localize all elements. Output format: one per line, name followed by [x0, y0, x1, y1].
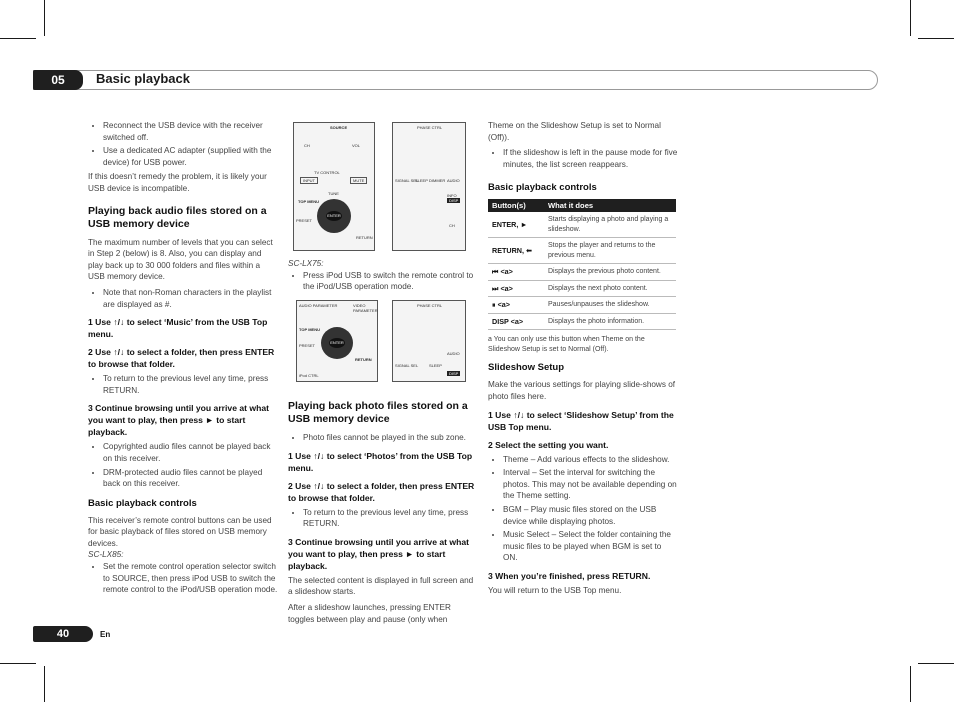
table-header: Button(s) [488, 199, 544, 212]
paragraph: This receiver’s remote control buttons can be used for basic playback of files stored on USB memory devices. [88, 515, 272, 548]
list-item: • Press iPod USB to switch the remote control to the iPod/USB operation mode. [303, 270, 474, 293]
remote-label: DIMMER [429, 178, 446, 183]
bullet-list [88, 373, 278, 396]
bullet-list [288, 270, 474, 293]
table-row [488, 297, 676, 314]
bullet-list [488, 454, 678, 564]
chapter-number: 05 [33, 70, 83, 90]
paragraph: If this doesn’t remedy the problem, it is likely your USB device is incompatible. [88, 172, 267, 193]
remote-label: AUDIO [447, 178, 460, 183]
remote-label: PHASE CTRL [417, 303, 443, 308]
bullet-list [288, 507, 476, 530]
remote-label: PHASE CTRL [417, 125, 443, 130]
remote-label: VIDEO PARAMETER [353, 303, 378, 313]
paragraph: The maximum number of levels that you can select in Step 2 (below) is 8. Also, you can display and play back up to 30 000 folders and files within a USB memory device. [88, 237, 273, 282]
table-cell: Pauses/unpauses the slideshow. [544, 297, 676, 314]
remote-label: TV CONTROL [314, 170, 340, 175]
table-cell: Starts displaying a photo and playing a slideshow. [544, 212, 676, 238]
chapter-title: Basic playback [96, 71, 190, 86]
list-item: • BGM – Play music files stored on the USB device while displaying photos. [503, 504, 678, 527]
remote-label: CH [449, 223, 455, 228]
remote-control-illustration [296, 300, 378, 382]
crop-mark [44, 0, 45, 36]
enter-key: ENTER [329, 338, 345, 348]
list-item: • Copyrighted audio files cannot be played back on this receiver. [103, 441, 278, 464]
language-code: En [100, 630, 111, 639]
list-item: • If the slideshow is left in the pause mode for five minutes, the list screen reappears. [503, 147, 678, 170]
remote-label: PRESET [299, 343, 316, 348]
step-2: 2 Select the setting you want. [488, 439, 609, 450]
crop-mark [918, 38, 954, 39]
remote-label: TOP MENU [299, 327, 320, 332]
remote-label: SLEEP [429, 363, 442, 368]
table-cell: ⏸ <a> [488, 297, 544, 314]
column-2-lower [288, 392, 476, 629]
table-cell: Displays the previous photo content. [544, 264, 676, 281]
step-3: 3 Continue browsing until you arrive at what you want to play, then press ► to start playback. [288, 536, 469, 571]
bullet-list [88, 561, 278, 596]
step-3: 3 Continue browsing until you arrive at what you want to play, then press ► to start playback. [88, 403, 269, 438]
remote-label: SOURCE [330, 125, 348, 130]
bullet-list [488, 147, 678, 170]
remote-label: RETURN [356, 235, 373, 240]
table-cell: Displays the next photo content. [544, 280, 676, 297]
paragraph: Theme on the Slideshow Setup is set to Normal (Off)). [488, 121, 661, 142]
list-item: • Theme – Add various effects to the slideshow. [503, 454, 678, 466]
subsection-heading: Basic playback controls [488, 182, 597, 194]
table-cell: DISP <a> [488, 313, 544, 330]
footnote: a You can only use this button when Theme on the Slideshow Setup is set to Normal (Off). [488, 336, 645, 353]
remote-label: AUDIO [447, 351, 460, 356]
table-row [488, 313, 676, 330]
step-2: 2 Use ↑/↓ to select a folder, then press ENTER to browse that folder. [88, 347, 275, 370]
table-row [488, 238, 676, 264]
list-item: • Set the remote control operation selector switch to SOURCE, then press iPod USB to switch the remote control to the iPod/USB operation mode. [103, 561, 278, 596]
remote-label: CH [304, 143, 310, 148]
paragraph: After a slideshow launches, pressing ENTER toggles between play and pause (only when [288, 602, 451, 624]
subsection-heading: Basic playback controls [88, 497, 197, 509]
table-row [488, 264, 676, 281]
remote-label: TUNE [328, 191, 339, 196]
remote-label: VOL [352, 143, 361, 148]
table-cell: ⏮ <a> [488, 264, 544, 281]
bullet-list [88, 287, 278, 310]
page-number: 40 [33, 626, 93, 642]
table-cell: ⏭ <a> [488, 280, 544, 297]
column-1 [88, 120, 278, 599]
enter-key: ENTER [326, 211, 342, 221]
list-item: • Reconnect the USB device with the receiver switched off. [103, 120, 278, 143]
remote-label: iPod CTRL [299, 373, 319, 378]
list-item: • To return to the previous level any time, press RETURN. [303, 507, 476, 530]
table-row [488, 212, 676, 238]
paragraph: The selected content is displayed in full screen and a slideshow starts. [288, 575, 474, 597]
list-item: • Interval – Set the interval for switching the photos. This may not be available depending on the Theme setting. [503, 467, 678, 502]
crop-mark [918, 663, 954, 664]
paragraph: Make the various settings for playing slide-shows of photo files here. [488, 380, 676, 401]
remote-label: MUTE [350, 177, 367, 184]
remote-label: DISP [449, 371, 459, 376]
list-item: • Use a dedicated AC adapter (supplied with the device) for USB power. [103, 145, 278, 168]
table-cell: ENTER, ► [488, 212, 544, 238]
bullet-list [88, 441, 278, 489]
column-3 [488, 120, 678, 601]
crop-mark [910, 666, 911, 702]
remote-label: INFO [447, 193, 457, 198]
remote-label: AUDIO PARAMETER [299, 303, 338, 308]
remote-label: DISP [449, 198, 459, 203]
table-header: What it does [544, 199, 676, 212]
column-2 [288, 258, 474, 296]
remote-label: SIGNAL SEL [395, 178, 419, 183]
remote-control-illustration [392, 300, 466, 382]
bullet-list [288, 432, 476, 444]
bullet-list [88, 120, 278, 168]
section-heading: Playing back audio files stored on a USB memory device [88, 204, 267, 230]
step-2: 2 Use ↑/↓ to select a folder, then press ENTER to browse that folder. [288, 480, 475, 503]
step-3: 3 When you’re finished, press RETURN. [488, 570, 651, 581]
subsection-heading: Slideshow Setup [488, 362, 565, 374]
table-cell: RETURN, ⬅ [488, 238, 544, 264]
crop-mark [0, 38, 36, 39]
paragraph: You will return to the USB Top menu. [488, 585, 622, 595]
table-row [488, 280, 676, 297]
crop-mark [44, 666, 45, 702]
remote-control-illustration [293, 122, 375, 251]
remote-label: SIGNAL SEL [395, 363, 419, 368]
list-item: • Photo files cannot be played in the sub zone. [303, 432, 476, 444]
section-heading: Playing back photo files stored on a USB memory device [288, 400, 468, 425]
crop-mark [0, 663, 36, 664]
remote-label: SLEEP [415, 178, 428, 183]
table-cell: Stops the player and returns to the previous menu. [544, 238, 676, 264]
remote-label: TOP MENU [298, 199, 319, 204]
remote-control-illustration [392, 122, 466, 251]
remote-label: INPUT [300, 177, 318, 184]
crop-mark [910, 0, 911, 36]
controls-table [488, 199, 676, 330]
model-label: SC-LX75: [288, 259, 324, 268]
step-1: 1 Use ↑/↓ to select ‘Music’ from the USB Top menu. [88, 317, 268, 340]
step-1: 1 Use ↑/↓ to select ‘Photos’ from the USB Top menu. [288, 450, 473, 473]
list-item: • To return to the previous level any time, press RETURN. [103, 373, 278, 396]
remote-label: RETURN [355, 357, 372, 362]
table-cell: Displays the photo information. [544, 313, 676, 330]
list-item: • Note that non-Roman characters in the playlist are displayed as #. [103, 287, 278, 310]
list-item: • DRM-protected audio files cannot be played back on this receiver. [103, 467, 278, 490]
model-label: SC-LX85: [88, 550, 124, 560]
step-1: 1 Use ↑/↓ to select ‘Slideshow Setup’ from the USB Top menu. [488, 409, 674, 432]
list-item: • Music Select – Select the folder containing the music files to be played when BGM is set to ON. [503, 529, 678, 564]
remote-label: PRESET [296, 218, 313, 223]
